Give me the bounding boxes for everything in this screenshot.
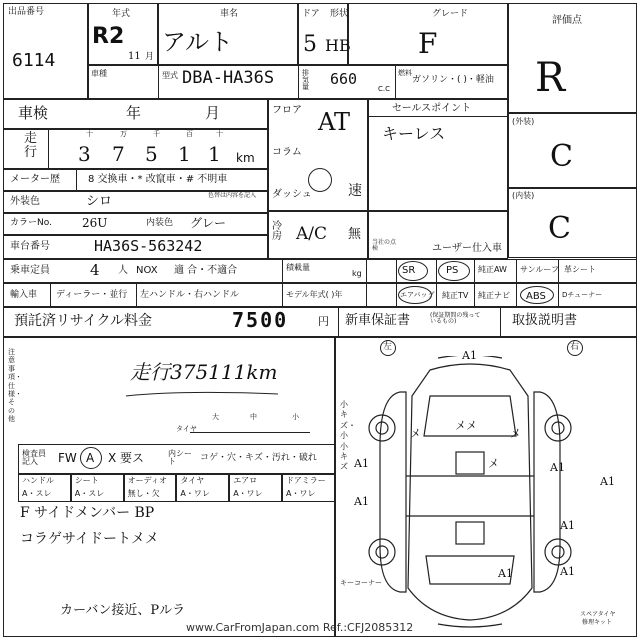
interior-grade-label: (内装) <box>512 191 535 200</box>
parts-header: ドアミラー <box>286 476 326 485</box>
chassis-type-label: 車種 <box>91 69 107 78</box>
nox-options: 適 合・不適合 <box>174 265 238 276</box>
tire-small: 小 <box>292 413 299 421</box>
import-handle: 左ハンドル・右ハンドル <box>140 290 240 300</box>
color-note: 色替は内容を記入 <box>208 192 257 199</box>
spare-label: スペアタイヤ <box>580 611 616 618</box>
mileage-label: 走行 <box>24 131 38 161</box>
equip-sr: SR <box>402 265 416 276</box>
damage-mark: メメ <box>455 419 477 432</box>
ac-none: 無 <box>348 227 362 242</box>
exterior-color-value: シロ <box>86 194 113 209</box>
interior-grade-value: C <box>548 211 571 246</box>
speed-label: 速 <box>348 183 362 199</box>
warranty-label: 新車保証書 <box>345 313 411 328</box>
equip-airbag: エアバッグ <box>400 291 435 299</box>
lot-label: 出品番号 <box>8 7 45 17</box>
inspector-note-1: F サイドメンバー BP <box>20 505 155 521</box>
tire-medium: 中 <box>250 413 257 421</box>
parts-header: シート <box>74 476 99 485</box>
color-code-label: カラーNo. <box>10 218 52 228</box>
odometer-digit-head: 万 <box>120 130 127 138</box>
damage-mark: A1 <box>354 495 369 508</box>
parts-header: オーディオ <box>127 476 167 485</box>
odometer-digit: 1 <box>208 142 221 166</box>
sales-point-label: セールスポイント <box>392 103 472 114</box>
color-code-value: 26U <box>82 216 108 230</box>
car-name-label: 車名 <box>220 9 239 19</box>
odometer-digit: 7 <box>112 142 125 166</box>
user-label: ユーザー仕入車 <box>432 243 502 254</box>
spare-note: 修理キット <box>582 619 612 626</box>
cc-unit: C.C <box>378 85 391 93</box>
model-label: 型式 <box>162 71 178 80</box>
fuel-options: ガソリン・( )・軽油 <box>412 75 494 85</box>
damage-mark: A1 <box>560 565 575 578</box>
check-label: 検査員記入 <box>22 449 46 466</box>
capacity-value: 4 <box>90 261 100 279</box>
chassis-value: HA36S-563242 <box>94 237 203 255</box>
grade-label: グレード <box>432 9 469 19</box>
odometer-digit-head: 百 <box>186 130 193 138</box>
damage-mark: A1 <box>600 475 615 488</box>
load-unit: kg <box>352 269 362 278</box>
car-top-outline <box>408 364 532 620</box>
mileage-unit: km <box>236 151 255 165</box>
odometer-digit-head: 十 <box>86 130 93 138</box>
damage-mark: メ <box>488 457 499 470</box>
damage-mark: A1 <box>550 461 565 474</box>
car-name-value: アルト <box>162 28 234 56</box>
equip-tv: 純正TV <box>442 291 469 300</box>
damage-mark: A1 <box>354 457 369 470</box>
transmission-value: AT <box>318 108 351 136</box>
model-value: DBA-HA36S <box>182 68 275 88</box>
fuel-label: 燃料 <box>398 69 412 77</box>
inspection-month-unit: 月 <box>205 104 221 122</box>
parts-header: タイヤ <box>180 476 205 485</box>
equip-ps-circle <box>438 261 470 281</box>
tire-label: タイヤ <box>176 425 197 433</box>
odometer-digit: 5 <box>145 142 158 166</box>
equip-aw: 純正AW <box>478 265 507 274</box>
side-label: 小キズ・小小キズ <box>340 400 356 472</box>
parts-value: A・ワレ <box>286 489 316 498</box>
parts-value: A・ワレ <box>233 489 263 498</box>
watermark: www.CarFromJapan.com Ref.:CFJ2085312 <box>186 621 414 634</box>
inspection-year-unit: 年 <box>126 104 142 122</box>
door-value: 5 <box>303 32 317 57</box>
interior-check-label: 内シート <box>168 449 192 466</box>
equip-sr-circle <box>398 261 428 281</box>
equip-ps: PS <box>446 265 459 276</box>
column-label: コラム <box>272 147 302 158</box>
chassis-label: 車台番号 <box>10 241 50 252</box>
key-label: キーコーナー <box>340 579 382 587</box>
equip-abs: ABS <box>526 291 546 302</box>
exterior-color-label: 外装色 <box>10 196 40 207</box>
month-value: 11 <box>128 51 141 62</box>
exterior-grade-value: C <box>550 139 573 174</box>
grade-value: F <box>418 27 438 60</box>
damage-mark: メ <box>410 427 421 440</box>
equip-tuner: Dチューナー <box>562 291 603 299</box>
transmission-circle <box>308 168 332 192</box>
check-x: X 要ス <box>108 451 145 465</box>
right-mark: 右 <box>570 342 580 352</box>
displacement-value: 660 <box>330 70 358 88</box>
odometer-digit-head: 千 <box>153 130 160 138</box>
nox-label: NOX <box>136 265 158 276</box>
meter-options: 8 交換車・* 改竄車・# 不明車 <box>88 174 228 185</box>
warranty-note: (保証期間の残っているもの) <box>430 312 481 325</box>
notes-handwritten: 走行375111km <box>130 360 278 384</box>
damage-mark: A1 <box>462 349 477 362</box>
lot-number: 6114 <box>12 50 56 71</box>
score-label: 評価点 <box>552 15 582 26</box>
damage-mark: A1 <box>498 567 513 580</box>
wheel-rr <box>545 539 571 565</box>
recycle-unit: 円 <box>318 315 329 328</box>
check-a: A <box>86 451 95 465</box>
parts-header: エアロ <box>233 476 258 485</box>
recycle-amount: 7500 <box>232 308 289 332</box>
wheel-rl <box>369 539 395 565</box>
equip-navi: 純正ナビ <box>478 291 510 300</box>
import-label: 輸入車 <box>10 290 38 300</box>
ac-label: 冷房 <box>272 221 282 242</box>
capacity-label: 乗車定員 <box>10 265 50 276</box>
notes-underline <box>122 388 282 400</box>
load-label: 積載量 <box>286 263 310 272</box>
exterior-grade-label: (外装) <box>512 117 535 126</box>
year-label: 年式 <box>112 9 131 19</box>
check-fw: FW <box>58 451 77 465</box>
floor-label: フロア <box>272 105 302 116</box>
interior-color-label: 内装色 <box>146 218 174 228</box>
inspector-note-2: コラゲサイドートメメ <box>20 531 159 547</box>
shape-label: 形状 <box>330 9 349 19</box>
mileage-row <box>3 129 268 169</box>
month-unit: 月 <box>145 52 155 62</box>
inspection-label: 車検 <box>18 104 49 122</box>
capacity-unit: 人 <box>118 265 128 276</box>
odometer-digit: 1 <box>178 142 191 166</box>
left-mark: 左 <box>383 342 393 352</box>
user-box-label: 当社の点検 <box>372 239 397 252</box>
bottom-note: カーバン接近、Pルラ <box>60 603 186 618</box>
door-label: ドア <box>302 9 320 19</box>
car-diagram <box>360 356 580 628</box>
recycle-label: 預託済リサイクル料金 <box>14 313 153 329</box>
shape-value: HB <box>325 36 351 55</box>
damage-mark: A1 <box>560 519 575 532</box>
equip-leather: 革シート <box>564 265 596 274</box>
parts-value: A・スレ <box>74 489 105 498</box>
ac-value: A/C <box>296 224 328 244</box>
interior-check-options: コゲ・穴・キズ・汚れ・破れ <box>200 453 317 463</box>
tire-large: 大 <box>212 413 219 421</box>
notes-side-label: 注意事項・仕様・その他 <box>8 348 22 424</box>
import-model-year: モデル年式( )年 <box>286 290 343 299</box>
import-dealer: ディーラー・並行 <box>56 290 128 300</box>
parts-value: 無し・欠 <box>127 489 160 498</box>
displacement-label: 排気量 <box>302 69 309 91</box>
meter-label: メーター歴 <box>10 174 60 185</box>
odometer-digit: 3 <box>78 142 91 166</box>
damage-mark: メ <box>510 427 521 440</box>
parts-header: ハンドル <box>22 476 54 485</box>
sales-point-value: キーレス <box>382 124 446 143</box>
score-value: R <box>535 55 566 101</box>
parts-value: A・ワレ <box>180 489 210 498</box>
odometer-digit-head: 十 <box>216 130 223 138</box>
equip-sunroof: サンルーフ <box>520 265 559 274</box>
year-value: R2 <box>92 24 125 49</box>
interior-color-value: グレー <box>190 216 227 230</box>
dash-label: ダッシュ <box>272 189 312 200</box>
parts-value: A・スレ <box>22 489 52 498</box>
manual-label: 取扱説明書 <box>512 313 578 328</box>
